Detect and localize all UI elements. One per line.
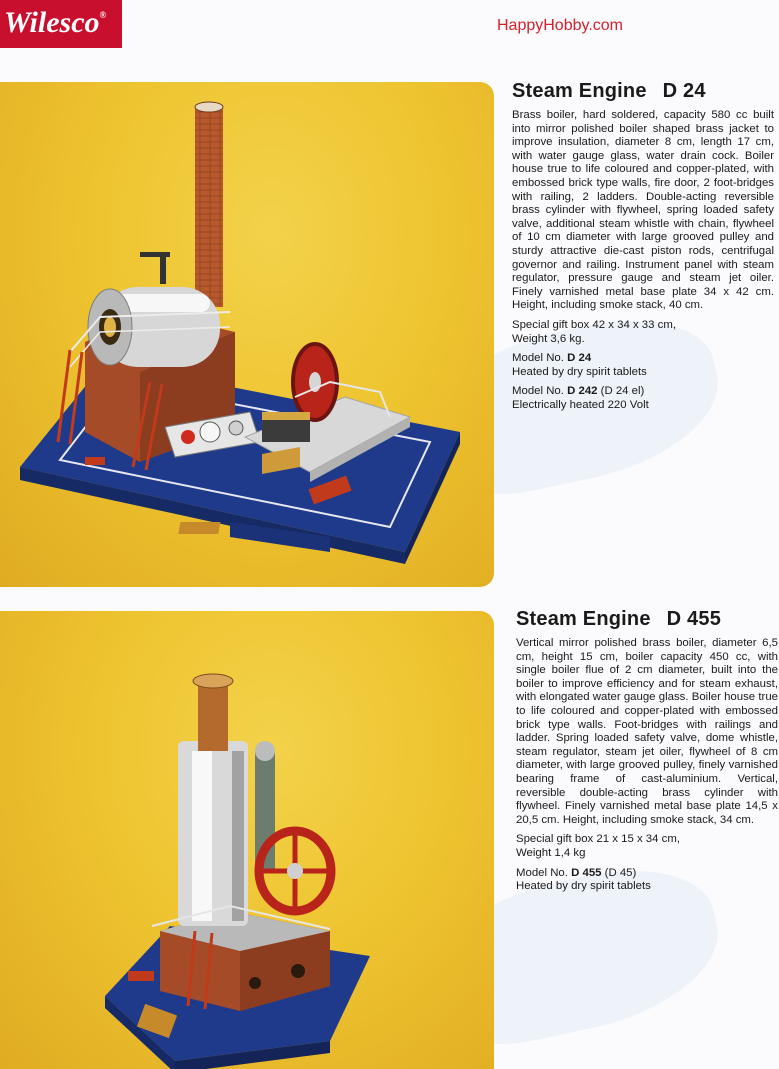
weight: Weight 1,4 kg — [516, 846, 586, 859]
model-info — [512, 352, 774, 379]
product-section-d455 — [516, 608, 778, 900]
product-section-d24 — [512, 80, 774, 418]
product-name: Steam Engine — [512, 80, 647, 102]
gift-box-size: Special gift box 42 x 34 x 33 cm, — [512, 318, 676, 331]
product-code: D 24 — [662, 80, 706, 102]
model-code: D 24 — [567, 352, 592, 365]
product-photo-d455 — [0, 611, 494, 1069]
weight: Weight 3,6 kg. — [512, 332, 585, 345]
logo-text: Wilesco — [4, 6, 100, 39]
model-prefix: Model No. — [512, 352, 564, 365]
model-prefix: Model No. — [512, 385, 564, 398]
model-note: Heated by dry spirit tablets — [516, 880, 651, 893]
model-note: Electrically heated 220 Volt — [512, 398, 649, 411]
model-note: Heated by dry spirit tablets — [512, 365, 647, 378]
product-title — [516, 608, 778, 631]
model-suffix: (D 45) — [601, 866, 637, 879]
gift-box-info — [516, 833, 778, 860]
model-prefix: Model No. — [516, 866, 568, 879]
model-info — [512, 385, 774, 412]
gift-box-size: Special gift box 21 x 15 x 34 cm, — [516, 833, 680, 846]
steam-engine-d455-illustration — [0, 611, 494, 1069]
model-code: D 242 — [567, 385, 598, 398]
product-photo-d24 — [0, 82, 494, 587]
product-title — [512, 80, 774, 103]
wilesco-logo — [0, 0, 122, 48]
site-name: HappyHobby.com — [497, 17, 623, 34]
model-suffix: (D 24 el) — [597, 385, 645, 398]
steam-engine-d24-illustration — [0, 82, 494, 587]
product-description: Vertical mirror polished brass boiler, diameter 6,5 cm, height 15 cm, boiler capacity 450 cc, with single boiler flue of 2 cm diameter, built into the boiler to improve efficiency and for steam exhaust, with elongated water gauge glass. Boiler house true to life coloured and copper-plated with embossed brick type walls. Foot-bridges with railings and ladder. Spring loaded safety valve, dome whistle, steam regulator, steam jet oiler, flywheel of 8 cm diameter, with large grooved pulley, finely varnished bearing frame of cast-aluminium. Vertical, reversible double-acting brass cylinder with flywheel. Finely varnished metal base plate 14,5 x 20,5 cm. Height, including smoke stack, 34 cm. — [516, 637, 778, 826]
model-code: D 455 — [571, 866, 602, 879]
product-code: D 455 — [666, 608, 722, 630]
gift-box-info — [512, 319, 774, 346]
registered-mark: ® — [99, 10, 107, 20]
product-name: Steam Engine — [516, 608, 651, 630]
product-description: Brass boiler, hard soldered, capacity 580 cc built into mirror polished boiler shaped brass jacket to improve insulation, diameter 8 cm, length 17 cm, with water gauge glass, water drain cock. Boiler house true to life coloured and copper-plated, with embossed brick type walls, fire door, 2 foot-bridges with railing, 2 ladders. Double-acting reversible brass cylinder with flywheel, spring loaded safety valve, additional steam whistle with chain, flywheel of 10 cm diameter with large grooved pulley and sturdy attractive die-cast piston rods, centrifugal governor and railing. Instrument panel with steam regulator, pressure gauge and steam jet oiler. Finely varnished metal base plate 34 x 42 cm. Height, including smoke stack, 40 cm. — [512, 109, 774, 312]
model-info — [516, 867, 778, 894]
